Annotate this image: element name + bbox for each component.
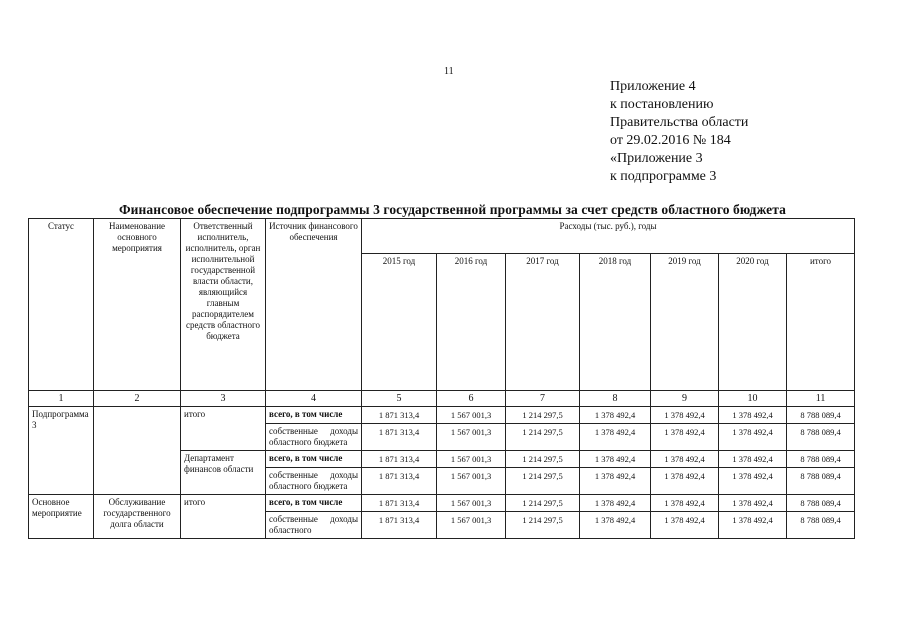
source-cell: собственные доходы областного бюджета xyxy=(266,424,362,451)
value-cell: 8 788 089,4 xyxy=(787,468,855,495)
column-number: 10 xyxy=(719,391,787,407)
event-name-cell: Обслуживание государственного долга области xyxy=(94,495,181,539)
header-year: итого xyxy=(787,254,855,391)
column-number: 3 xyxy=(181,391,266,407)
value-cell: 1 871 313,4 xyxy=(362,451,437,468)
executor-cell: итого xyxy=(181,495,266,539)
value-cell: 1 214 297,5 xyxy=(506,512,580,539)
value-cell: 1 378 492,4 xyxy=(651,512,719,539)
page-number: 11 xyxy=(444,66,454,77)
column-number: 7 xyxy=(506,391,580,407)
header-expenses: Расходы (тыс. руб.), годы xyxy=(362,219,855,254)
value-cell: 1 378 492,4 xyxy=(580,468,651,495)
value-cell: 1 378 492,4 xyxy=(719,468,787,495)
value-cell: 1 378 492,4 xyxy=(651,407,719,424)
header-year: 2019 год xyxy=(651,254,719,391)
value-cell: 1 378 492,4 xyxy=(580,407,651,424)
header-source: Источник финансового обеспечения xyxy=(266,219,362,391)
value-cell: 1 378 492,4 xyxy=(651,451,719,468)
column-number-row xyxy=(29,391,855,407)
document-title: Финансовое обеспечение подпрограммы 3 государственной программы за счет средств областного бюджета xyxy=(118,202,787,217)
header-year: 2015 год xyxy=(362,254,437,391)
header-row xyxy=(29,219,855,254)
value-cell: 1 378 492,4 xyxy=(651,495,719,512)
value-cell: 1 567 001,3 xyxy=(437,424,506,451)
column-number: 5 xyxy=(362,391,437,407)
appendix-line: к постановлению xyxy=(610,97,714,112)
value-cell: 1 871 313,4 xyxy=(362,495,437,512)
value-cell: 1 871 313,4 xyxy=(362,468,437,495)
appendix-line: «Приложение 3 xyxy=(610,151,703,166)
value-cell: 1 567 001,3 xyxy=(437,495,506,512)
column-number: 11 xyxy=(787,391,855,407)
column-number: 4 xyxy=(266,391,362,407)
column-number: 6 xyxy=(437,391,506,407)
value-cell: 1 378 492,4 xyxy=(719,407,787,424)
appendix-line: к подпрограмме 3 xyxy=(610,169,717,184)
header-event-name: Наименование основного мероприятия xyxy=(94,219,181,391)
value-cell: 8 788 089,4 xyxy=(787,512,855,539)
status-cell: Подпрограмма 3 xyxy=(29,407,94,495)
executor-cell: Департамент финансов области xyxy=(181,451,266,495)
value-cell: 1 567 001,3 xyxy=(437,407,506,424)
appendix-line: Правительства области xyxy=(610,115,749,130)
value-cell: 1 567 001,3 xyxy=(437,512,506,539)
value-cell: 8 788 089,4 xyxy=(787,407,855,424)
column-number: 1 xyxy=(29,391,94,407)
value-cell: 1 378 492,4 xyxy=(580,451,651,468)
value-cell: 1 567 001,3 xyxy=(437,451,506,468)
column-number: 2 xyxy=(94,391,181,407)
value-cell: 1 871 313,4 xyxy=(362,512,437,539)
header-year: 2016 год xyxy=(437,254,506,391)
value-cell: 1 378 492,4 xyxy=(651,468,719,495)
financing-table xyxy=(28,218,855,539)
value-cell: 1 214 297,5 xyxy=(506,495,580,512)
value-cell: 1 378 492,4 xyxy=(580,495,651,512)
header-year: 2017 год xyxy=(506,254,580,391)
header-year: 2020 год xyxy=(719,254,787,391)
value-cell: 1 567 001,3 xyxy=(437,468,506,495)
value-cell: 1 378 492,4 xyxy=(580,512,651,539)
value-cell: 1 378 492,4 xyxy=(719,451,787,468)
header-executor: Ответственный исполнитель, исполнитель, орган исполнительной государственной власти области, являющийся главным распорядителем средств областного бюджета xyxy=(181,219,266,391)
table-row xyxy=(29,407,855,424)
value-cell: 1 214 297,5 xyxy=(506,407,580,424)
header-year: 2018 год xyxy=(580,254,651,391)
value-cell: 1 378 492,4 xyxy=(651,424,719,451)
value-cell: 1 214 297,5 xyxy=(506,451,580,468)
value-cell: 8 788 089,4 xyxy=(787,424,855,451)
appendix-line: Приложение 4 xyxy=(610,79,696,94)
table-row xyxy=(29,495,855,512)
status-cell: Основное мероприятие xyxy=(29,495,94,539)
value-cell: 8 788 089,4 xyxy=(787,451,855,468)
value-cell: 1 214 297,5 xyxy=(506,424,580,451)
value-cell: 1 871 313,4 xyxy=(362,407,437,424)
source-cell: всего, в том числе xyxy=(266,407,362,424)
value-cell: 8 788 089,4 xyxy=(787,495,855,512)
source-cell: всего, в том числе xyxy=(266,495,362,512)
source-cell: собственные доходы областного бюджета xyxy=(266,468,362,495)
appendix-line: от 29.02.2016 № 184 xyxy=(610,133,731,148)
column-number: 8 xyxy=(580,391,651,407)
value-cell: 1 378 492,4 xyxy=(719,495,787,512)
appendix-block xyxy=(610,78,748,186)
value-cell: 1 871 313,4 xyxy=(362,424,437,451)
source-cell: собственные доходы областного xyxy=(266,512,362,539)
value-cell: 1 214 297,5 xyxy=(506,468,580,495)
event-name-cell xyxy=(94,407,181,495)
value-cell: 1 378 492,4 xyxy=(719,512,787,539)
executor-cell: итого xyxy=(181,407,266,451)
source-cell: всего, в том числе xyxy=(266,451,362,468)
column-number: 9 xyxy=(651,391,719,407)
value-cell: 1 378 492,4 xyxy=(719,424,787,451)
header-status: Статус xyxy=(29,219,94,391)
value-cell: 1 378 492,4 xyxy=(580,424,651,451)
